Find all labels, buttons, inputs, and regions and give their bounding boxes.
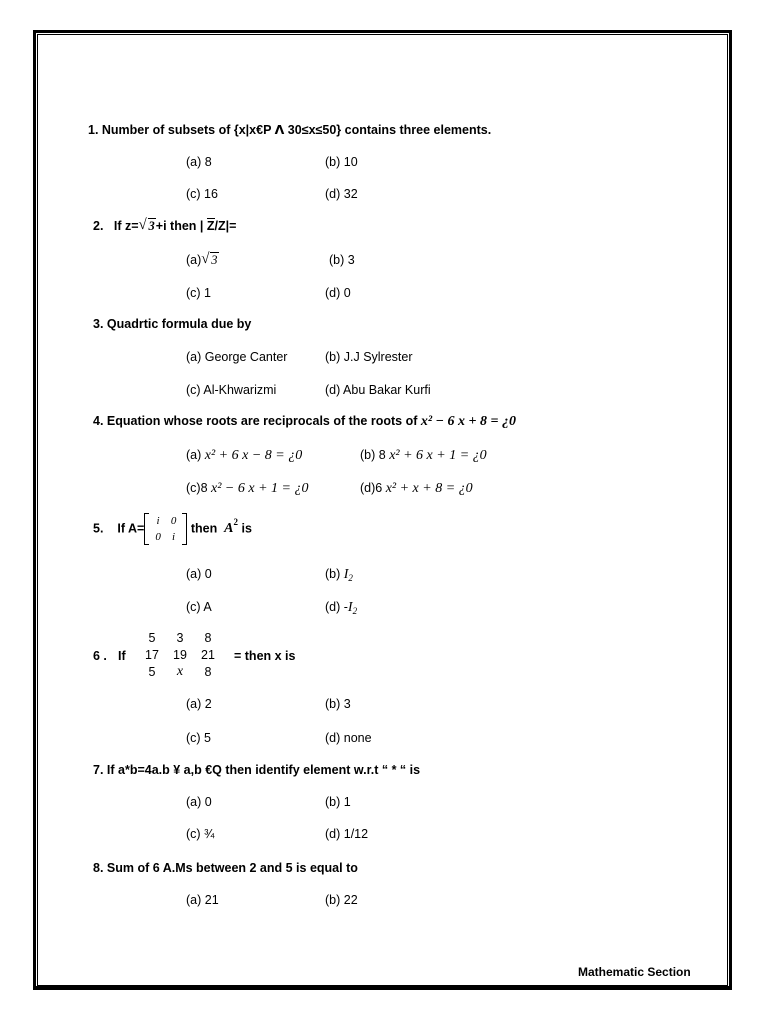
q7-option-a: (a) 0 xyxy=(186,795,212,809)
q4-option-c xyxy=(186,481,308,497)
q4-option-b-label: (b) 8 xyxy=(360,448,390,462)
q4-option-b xyxy=(360,448,487,464)
q7-option-d: (d) 1/12 xyxy=(325,827,369,841)
q8-option-a: (a) 21 xyxy=(186,893,219,907)
q2-rest: /Z|= xyxy=(214,219,237,233)
q5-is: is xyxy=(241,521,252,536)
question-1: 1. Number of subsets of {x|x€P ᐱ 30≤x≤50} contains three elements. xyxy=(88,123,492,137)
q2-then: then | xyxy=(166,219,204,233)
q6-option-b: (b) 3 xyxy=(325,697,351,711)
matrix-a xyxy=(144,513,187,545)
q4-option-d xyxy=(360,481,473,497)
question-6-tail: = then x is xyxy=(234,649,296,663)
footer-section-label: Mathematic Section xyxy=(578,965,691,979)
q1-option-b: (b) 10 xyxy=(325,155,358,169)
question-4 xyxy=(93,414,516,430)
page-border-inner xyxy=(37,34,728,986)
q8-option-b: (b) 22 xyxy=(325,893,358,907)
q3-option-a: (a) George Canter xyxy=(186,350,288,364)
q5-a-squared: $A^2$ xyxy=(224,517,238,537)
matrix-cell: i xyxy=(156,515,160,527)
q2-option-a xyxy=(186,253,219,268)
q2-sqrt-arg: 3 xyxy=(148,219,155,233)
sqrt-symbol: √ 3 xyxy=(201,251,218,267)
q5-option-a: (a) 0 xyxy=(186,567,212,581)
q5-option-b: (b) $I_2$ xyxy=(325,567,353,583)
question-5 xyxy=(93,513,252,545)
q6-option-a: (a) 2 xyxy=(186,697,212,711)
q5-if: If A= xyxy=(117,521,145,536)
question-8: 8. Sum of 6 A.Ms between 2 and 5 is equal to xyxy=(93,861,358,875)
q3-option-b: (b) J.J Sylrester xyxy=(325,350,413,364)
q2-option-d: (d) 0 xyxy=(325,286,351,300)
q4-option-b-equation: x² + 6 x + 1 = ¿0 xyxy=(389,448,487,463)
question-6-number: 6 . xyxy=(93,649,107,663)
q4-option-c-label: (c)8 xyxy=(186,481,211,495)
q4-equation: x² − 6 x + 8 = ¿0 xyxy=(420,414,516,429)
q4-option-a-label: (a) xyxy=(186,448,205,462)
question-6-if: If xyxy=(118,649,126,663)
q2-option-b: (b) 3 xyxy=(329,253,355,267)
q5-option-c: (c) A xyxy=(186,600,212,614)
determinant-grid: 5 3 8 17 19 21 5 x 8 xyxy=(145,630,215,679)
matrix-cell: i xyxy=(172,531,176,543)
question-7: 7. If a*b=4a.b ¥ a,b €Q then identify element w.r.t “ * “ is xyxy=(93,763,421,777)
q7-option-c: (c) ¾ xyxy=(186,827,215,841)
q6-option-d: (d) none xyxy=(325,731,372,745)
q4-option-a xyxy=(186,448,302,464)
q7-option-b: (b) 1 xyxy=(325,795,351,809)
q3-option-d: (d) Abu Bakar Kurfi xyxy=(325,383,431,397)
q4-option-a-equation: x² + 6 x − 8 = ¿0 xyxy=(204,448,303,463)
q4-text: 4. Equation whose roots are reciprocals of the roots of xyxy=(93,414,421,428)
q6-option-c: (c) 5 xyxy=(186,731,211,745)
q1-option-c: (c) 16 xyxy=(186,187,218,201)
sqrt-symbol: √ 3 xyxy=(138,217,155,233)
question-2 xyxy=(93,219,236,234)
q2-option-a-label: (a) xyxy=(186,253,202,267)
q5-number: 5. xyxy=(93,521,104,536)
q5-then: then xyxy=(190,521,218,536)
q5-option-d: (d) $-I_2$ xyxy=(325,600,358,616)
q4-option-c-equation: x² − 6 x + 1 = ¿0 xyxy=(211,481,309,496)
q2-option-a-arg: 3 xyxy=(211,253,218,267)
q2-zbar: Z xyxy=(206,219,215,233)
question-3: 3. Quadrtic formula due by xyxy=(93,317,252,331)
matrix-cell: 0 xyxy=(170,515,177,527)
q2-number: 2. xyxy=(93,219,104,233)
q2-plus-i: +i xyxy=(155,219,167,233)
q1-option-d: (d) 32 xyxy=(325,187,358,201)
matrix-cell: 0 xyxy=(155,531,161,543)
q4-option-d-equation: x² + x + 8 = ¿0 xyxy=(385,481,473,496)
q2-if: If z= xyxy=(113,219,139,233)
q2-option-c: (c) 1 xyxy=(186,286,211,300)
q4-option-d-label: (d)6 xyxy=(360,481,386,495)
q3-option-c: (c) Al-Khwarizmi xyxy=(186,383,277,397)
q1-option-a: (a) 8 xyxy=(186,155,212,169)
